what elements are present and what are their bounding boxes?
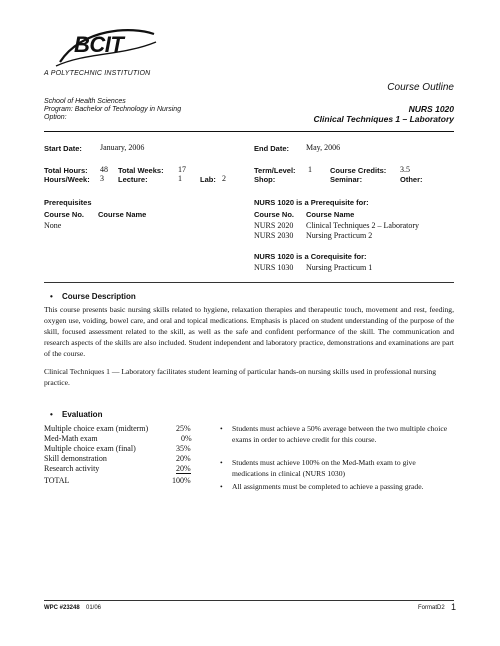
prereq-none: None bbox=[44, 221, 62, 230]
eval-row-midterm bbox=[44, 424, 148, 433]
footer-doc-date: 01/06 bbox=[86, 605, 102, 611]
eval-row-final bbox=[44, 444, 136, 453]
lab-value: 2 bbox=[222, 174, 226, 183]
prereq-for-col-no: Course No. bbox=[254, 210, 295, 219]
footer-rule bbox=[44, 600, 454, 601]
eval-item: Multiple choice exam (midterm) bbox=[44, 424, 149, 433]
option-label: Option: bbox=[44, 114, 67, 121]
credits-label: Course Credits: bbox=[330, 166, 387, 175]
term-value: 1 bbox=[308, 165, 312, 174]
eval-pct-midterm: 25% bbox=[176, 424, 191, 433]
coreq-row-1-no: NURS 1030 bbox=[254, 263, 294, 272]
seminar-label: Seminar: bbox=[330, 175, 363, 184]
description-heading bbox=[50, 292, 136, 301]
lecture-label: Lecture: bbox=[118, 175, 148, 184]
header-rule bbox=[44, 131, 454, 132]
eval-pct-total: 100% bbox=[172, 476, 191, 485]
end-date-value: May, 2006 bbox=[306, 143, 341, 152]
eval-note-1: • Students must achieve a 50% average between the two multiple choice exams in order to achieve credit for this course. bbox=[220, 424, 448, 444]
start-date-value: January, 2006 bbox=[100, 143, 145, 152]
total-hours-label: Total Hours: bbox=[44, 166, 88, 175]
school-name: School of Health Sciences bbox=[44, 98, 126, 105]
prereq-for-row-1-name: Clinical Techniques 2 – Laboratory bbox=[306, 221, 420, 230]
coreq-heading: NURS 1020 is a Corequisite for: bbox=[254, 252, 367, 261]
shop-label: Shop: bbox=[254, 175, 276, 184]
credits-value: 3.5 bbox=[400, 165, 410, 174]
bullet-icon: • bbox=[220, 482, 223, 491]
footer-doc-id: WPC #23248 bbox=[44, 605, 80, 611]
prerequisites-heading: Prerequisites bbox=[44, 198, 92, 207]
eval-row-total bbox=[44, 476, 69, 485]
start-date-label: Start Date: bbox=[44, 144, 82, 153]
other-label: Other: bbox=[400, 175, 423, 184]
logo-wordmark: BCIT bbox=[74, 32, 124, 57]
institution-tagline: A POLYTECHNIC INSTITUTION bbox=[44, 70, 151, 77]
eval-item: Multiple choice exam (final) bbox=[44, 444, 136, 453]
evaluation-heading bbox=[50, 410, 103, 419]
page-number: 1 bbox=[451, 602, 457, 612]
end-date-label: End Date: bbox=[254, 144, 290, 153]
eval-pct-final: 35% bbox=[176, 444, 191, 453]
total-weeks-label: Total Weeks: bbox=[118, 166, 164, 175]
eval-pct-skill: 20% bbox=[176, 454, 191, 463]
hours-week-label: Hours/Week: bbox=[44, 175, 90, 184]
eval-pct-research: 20% bbox=[176, 464, 191, 473]
prereq-for-col-name: Course Name bbox=[306, 210, 355, 219]
lecture-value: 1 bbox=[178, 174, 182, 183]
eval-row-skill bbox=[44, 454, 107, 463]
eval-pct-medmath: 0% bbox=[181, 434, 192, 443]
eval-item: Research activity bbox=[44, 464, 100, 473]
prereq-for-row-2-no: NURS 2030 bbox=[254, 231, 294, 240]
prereq-for-heading: NURS 1020 is a Prerequisite for: bbox=[254, 198, 369, 207]
footer-form-id: FormatD2 bbox=[418, 605, 445, 611]
bullet-icon: • bbox=[220, 424, 223, 433]
lab-label: Lab: bbox=[200, 175, 216, 184]
eval-row-research bbox=[44, 464, 99, 473]
bcit-logo bbox=[52, 22, 162, 70]
bullet-icon: • bbox=[50, 292, 53, 301]
eval-row-medmath bbox=[44, 434, 98, 443]
description-heading-text: Course Description bbox=[62, 292, 136, 301]
doc-type: Course Outline bbox=[387, 82, 454, 93]
evaluation-heading-text: Evaluation bbox=[62, 410, 103, 419]
prereq-for-row-2-name: Nursing Practicum 2 bbox=[306, 231, 373, 240]
program-name: Program: Bachelor of Technology in Nursing bbox=[44, 106, 182, 113]
eval-item: Med-Math exam bbox=[44, 434, 98, 443]
eval-item: TOTAL bbox=[44, 476, 70, 485]
hours-week-value: 3 bbox=[100, 174, 104, 183]
eval-note-3: • All assignments must be completed to achieve a passing grade. bbox=[220, 482, 424, 491]
total-hours-value: 48 bbox=[100, 165, 108, 174]
prereq-col-name: Course Name bbox=[98, 210, 147, 219]
total-weeks-value: 17 bbox=[178, 165, 186, 174]
description-paragraph-2: Clinical Techniques 1 — Laboratory facilitates student learning of particular hands-on nursing skills used in professional nursing practice. bbox=[44, 367, 437, 387]
bullet-icon: • bbox=[50, 410, 53, 419]
bullet-icon: • bbox=[220, 458, 223, 467]
prereq-col-no: Course No. bbox=[44, 210, 85, 219]
section-rule bbox=[44, 282, 454, 283]
eval-note-2: • Students must achieve 100% on the Med-Math exam to give medications in clinical (NURS 1030) bbox=[220, 458, 416, 478]
term-label: Term/Level: bbox=[254, 166, 296, 175]
course-code: NURS 1020 bbox=[408, 104, 454, 114]
prereq-for-row-1-no: NURS 2020 bbox=[254, 221, 294, 230]
description-paragraph: This course presents basic nursing skills related to hygiene, relaxation therapies and therapeutic touch, movement and rest, feeding, oxygen use, voiding, bowel care, and oral and topical medications. Emphasis is placed on student understanding of the purpose of the skill, focused assessment related to the skill, as well as the safe and confident performance of the skill. The communication and research aspects of the skills are also included. Student independent and laboratory practice, demonstrations and examinations are part of the course. bbox=[44, 305, 454, 358]
course-title: Clinical Techniques 1 – Laboratory bbox=[313, 114, 454, 124]
eval-item: Skill demonstration bbox=[44, 454, 107, 463]
coreq-row-1-name: Nursing Practicum 1 bbox=[306, 263, 373, 272]
